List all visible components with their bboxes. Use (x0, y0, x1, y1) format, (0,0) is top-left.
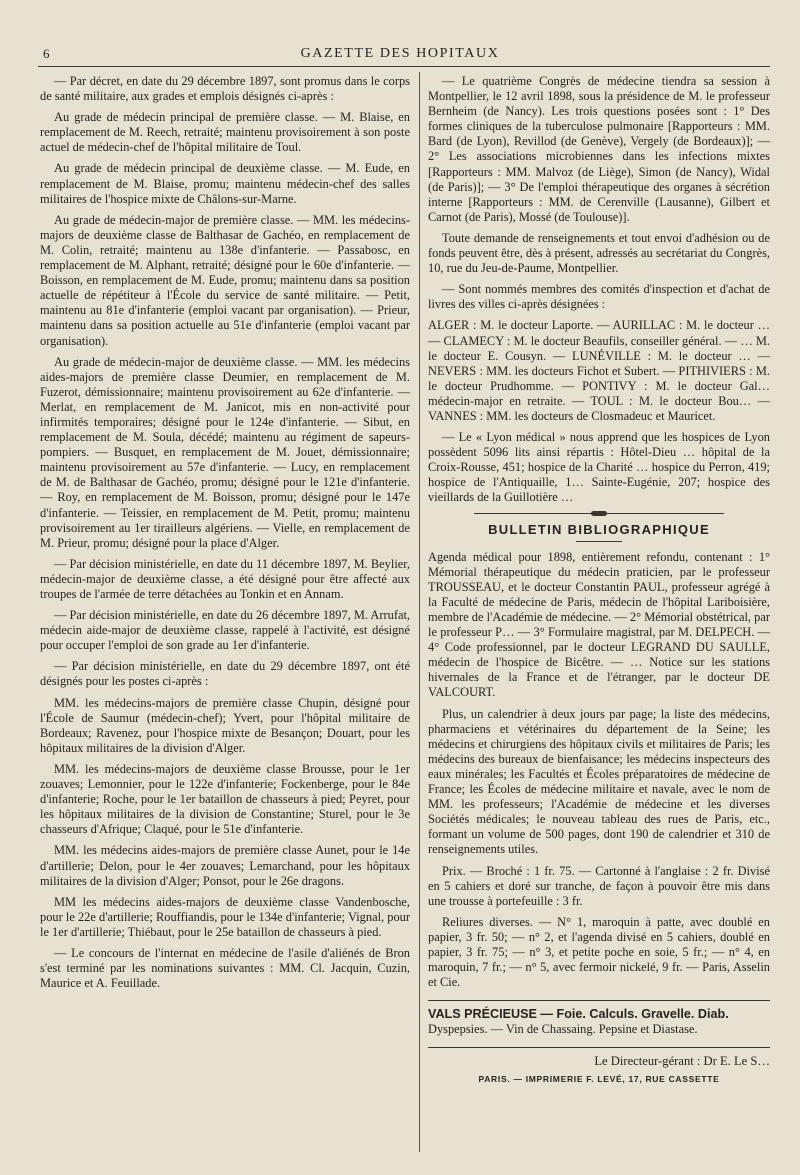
principal-first-class-paragraph: Au grade de médecin principal de première classe. — M. Blaise, en remplacement de M. Reech, retraité; maintenu provisoirement à son poste actuel de médecin-chef de l'hôpital militaire de Toul. (40, 110, 410, 155)
committees-list: ALGER : M. le docteur Laporte. — AURILLAC : M. le docteur … — CLAMECY : M. le docteur Beaufils, conseiller général. — … M. le docteur E. Cousyn. — LUNÉVILLE : M. le docteur … — NEVERS : MM. les docteurs Fichot et Subert. — PITHIVIERS : M. le docteur Prudhomme. — PONTIVY : M. le docteur Gal… médecin-major en retraite. — TOUL : M. le docteur Bou… — VANNES : MM. les docteurs de Closmadeuc et Mauricet. (428, 318, 770, 423)
dyspepsies-advert: Dyspepsies. — Vin de Chassaing. Pepsine et Diastase. (428, 1022, 698, 1037)
page-number: 6 (43, 46, 50, 61)
ad-rule (428, 1000, 770, 1001)
internat-bron-paragraph: — Le concours de l'internat en médecine de l'asile d'aliénés de Bron s'est terminé par les nominations suivantes : MM. Cl. Jacquin, Cuzin, Maurice et A. Feuillade. (40, 945, 410, 991)
agenda-price-paragraph: Prix. — Broché : 1 fr. 75. — Cartonné à l'anglaise : 2 fr. Divisé en 5 cahiers et doré sur tranche, de façon à pouvoir être mis dans une trousse à portefeuille : 3 fr. (428, 863, 770, 908)
committees-paragraph: — Sont nommés membres des comités d'inspection et d'achat de livres des villes ci-après désignées : (428, 282, 770, 312)
major-first-class-paragraph: Au grade de médecin-major de première classe. — MM. les médecins-majors de deuxième classe de Balthasar de Gachéo, en remplacement de M. Colin, retraité; maintenu au 138e d'infanterie. — Passabosc, en remplacement de M. Alphant, retraité; désigné pour le 60e d'infanterie. — Boisson, en remplacement de M. Eude, promu; maintenu dans sa position actuelle de répétiteur à l'École du service de santé militaire. — Petit, maintenu au 81e d'infanterie (emploi vacant par organisation). — Prieur, maintenu dans sa position actuelle au 51e d'infanterie (emploi vacant par organisation). (40, 212, 410, 348)
aides-majors-first-class-posts: MM. les médecins aides-majors de première classe Aunet, pour le 14e d'artillerie; Delon, pour le 4er zouaves; Lemarchand, pour les hôpitaux militaires de la division d'Alger; Ponsot, pour le 26e dragons. (40, 843, 410, 888)
decree-paragraph: — Par décret, en date du 29 décembre 1897, sont promus dans le corps de santé militaire, aux grades et emplois désignés ci-après : (40, 74, 410, 104)
lyon-hospices-paragraph: — Le « Lyon médical » nous apprend que les hospices de Lyon possèdent 5096 lits ainsi répartis : Hôtel-Dieu … hôpital de la Croix-Rousse, 451; hospice de la Charité … hospice du Perron, 419; hospice de l'Antiquaille, 1… Sainte-Eugénie, 207; hospice des vieillards de la Guillotière … (428, 430, 770, 505)
vals-advert: VALS PRÉCIEUSE — Foie. Calculs. Gravelle. Diab. (428, 1007, 729, 1022)
ornamental-separator (474, 513, 724, 514)
column-rule (419, 72, 420, 1152)
agenda-bindings-paragraph: Reliures diverses. — N° 1, maroquin à patte, avec doublé en papier, 3 fr. 50; — n° 2, et l'agenda divisé en 5 cahiers, doublé en papier, 3 fr. 75; — n° 3, et petite poche en soie, 5 fr.; — n° 4, en maroquin, 7 fr.; — n° 5, avec fermoir nickelé, 9 fr. — Paris, Asselin et Cie. (428, 914, 770, 990)
decision-11-dec-paragraph: — Par décision ministérielle, en date du 11 décembre 1897, M. Beylier, médecin-major de deuxième classe, a été désigné pour être affecté aux troupes de l'armée de terre détachées au Tonkin et en Annam. (40, 556, 410, 601)
congress-paragraph: — Le quatrième Congrès de médecine tiendra sa session à Montpellier, le 12 avril 1898, sous la présidence de M. le professeur Bernheim (de Nancy). Les trois questions posées sont : 1° Des formes cliniques de la tuberculose pulmonaire [Rapporteurs : MM. Bard (de Lyon), Revillod (de Genève), Vergely (de Bordeaux)]; — 2° Les associations microbiennes dans les infections mixtes [Rapporteurs : MM. Malvoz (de Liège), Simon (de Nancy), Widal (de Paris)]; — 3° De l'emploi thérapeutique des organes à sécrétion interne [Rapporteurs : MM. de Cerenville (Lausanne), Gilbert et Carnot (de Paris), Mossé (de Toulouse)]. (428, 74, 770, 224)
major-second-class-paragraph: Au grade de médecin-major de deuxième classe. — MM. les médecins aides-majors de première classe Deumier, en remplacement de M. Fuzerot, démissionnaire; maintenu provisoirement au 62e d'infanterie. — Merlat, en remplacement de M. Janicot, mis en non-activité pour infirmités temporaires; désigné pour le 124e d'infanterie. — Sibut, en remplacement de M. Soula, décédé; maintenu au régiment de sapeurs-pompiers. — Busquet, en remplacement de M. Jouet, démissionnaire; maintenu provisoirement au 57e d'infanterie. — Lucy, en remplacement de M. de Balthasar de Gachéo, promu; désigné pour le 121e d'infanterie. — Roy, en remplacement de M. Boisson, promu; désigné pour le 147e d'infanterie. — Teissier, en remplacement de M. Petit, promu; maintenu provisoirement au 1er tirailleurs algériens. — Vielle, en remplacement de M. Prieur, promu; désigné pour la place d'Alger. (40, 354, 410, 550)
right-column (428, 74, 770, 1087)
aides-majors-second-class-posts: MM les médecins aides-majors de deuxième classe Vandenbosche, pour le 22e d'artillerie; Rouffiandis, pour le 134e d'infanterie; Vignal, pour le 1er d'artillerie; Thiébaut, pour le 25e bataillon de chasseurs à pied. (40, 894, 410, 939)
short-rule (576, 541, 622, 542)
decision-26-dec-paragraph: — Par décision ministérielle, en date du 26 décembre 1897, M. Arrufat, médecin aide-major de deuxième classe, rappelé à l'activité, est désigné pour occuper l'emploi de son grade au 1er d'infanterie. (40, 608, 410, 653)
majors-second-class-posts: MM. les médecins-majors de deuxième classe Brousse, pour le 1er zouaves; Lemonnier, pour le 122e d'infanterie; Fockenberge, pour le 84e d'infanterie; Roche, pour le 1er bataillon de chasseurs à pied; Peyret, pour les hôpitaux militaires de la division de Constantine; Sturel, pour le 3e chasseurs d'Afrique; Claqué, pour le 51e d'infanterie. (40, 761, 410, 837)
principal-second-class-paragraph: Au grade de médecin principal de deuxième classe. — M. Eude, en remplacement de M. Blaise, promu; maintenu médecin-chef des salles militaires de l'hospice mixte de Châlons-sur-Marne. (40, 161, 410, 206)
agenda-contents-paragraph: Plus, un calendrier à deux jours par page; la liste des médecins, pharmaciens et vétérinaires du département de la Seine; les médecins et chirurgiens des hôpitaux civils et militaires de Paris; les médecins des bureaux de bienfaisance; les médecins inspecteurs des eaux minérales; les Facultés et Écoles préparatoires de médecine de France; les Écoles de médecine militaire et navale, avec le nom de MM. les professeurs; l'Académie de médecine et les diverses Sociétés médicales; le nouveau tableau des rues de Paris, etc., formant un volume de 500 pages, dont 190 de calendrier et 310 de renseignements utiles. (428, 706, 770, 857)
printer-imprint: PARIS. — IMPRIMERIE F. LEVÉ, 17, RUE CASSETTE (478, 1073, 720, 1084)
bulletin-heading: BULLETIN BIBLIOGRAPHIQUE (488, 521, 710, 537)
majors-first-class-posts: MM. les médecins-majors de première classe Chupin, désigné pour l'École de Saumur (médecin-chef); Yvert, pour l'hôpital militaire de Bordeaux; Ravenez, pour l'hospice mixte de Besançon; Douart, pour les hôpitaux militaires de la division d'Alger. (40, 695, 410, 755)
congress-contact-paragraph: Toute demande de renseignements et tout envoi d'adhésion ou de fonds peuvent être, dès à présent, adressés au secrétariat du Congrès, 10, rue du Jeu-de-Paume, Montpellier. (428, 230, 770, 276)
header-rule (38, 66, 770, 67)
agenda-medical-paragraph: Agenda médical pour 1898, entièrement refondu, contenant : 1° Mémorial thérapeutique du médecin praticien, par le professeur TROUSSEAU, et le docteur Constantin PAUL, professeur agrégé à la Faculté de médecine de Paris, médecin de l'hôpital Lariboisière, membre de l'Académie de médecine. — 2° Mémorial obstétrical, par le professeur P… — 3° Formulaire magistral, par M. DELPECH. — 4° Code professionnel, par le docteur LEGRAND DU SAULLE, médecin de l'hospice de Bicêtre. — … Notice sur les stations hivernales de la France et de l'étranger, par le docteur DE VALCOURT. (428, 549, 770, 700)
director-signature: Le Directeur-gérant : Dr E. Le S… (594, 1054, 770, 1069)
left-column (40, 74, 410, 997)
decision-29-dec-paragraph: — Par décision ministérielle, en date du 29 décembre 1897, ont été désignés pour les postes ci-après : (40, 659, 410, 689)
running-head: GAZETTE DES HOPITAUX (300, 46, 500, 61)
footer-rule (428, 1047, 770, 1048)
